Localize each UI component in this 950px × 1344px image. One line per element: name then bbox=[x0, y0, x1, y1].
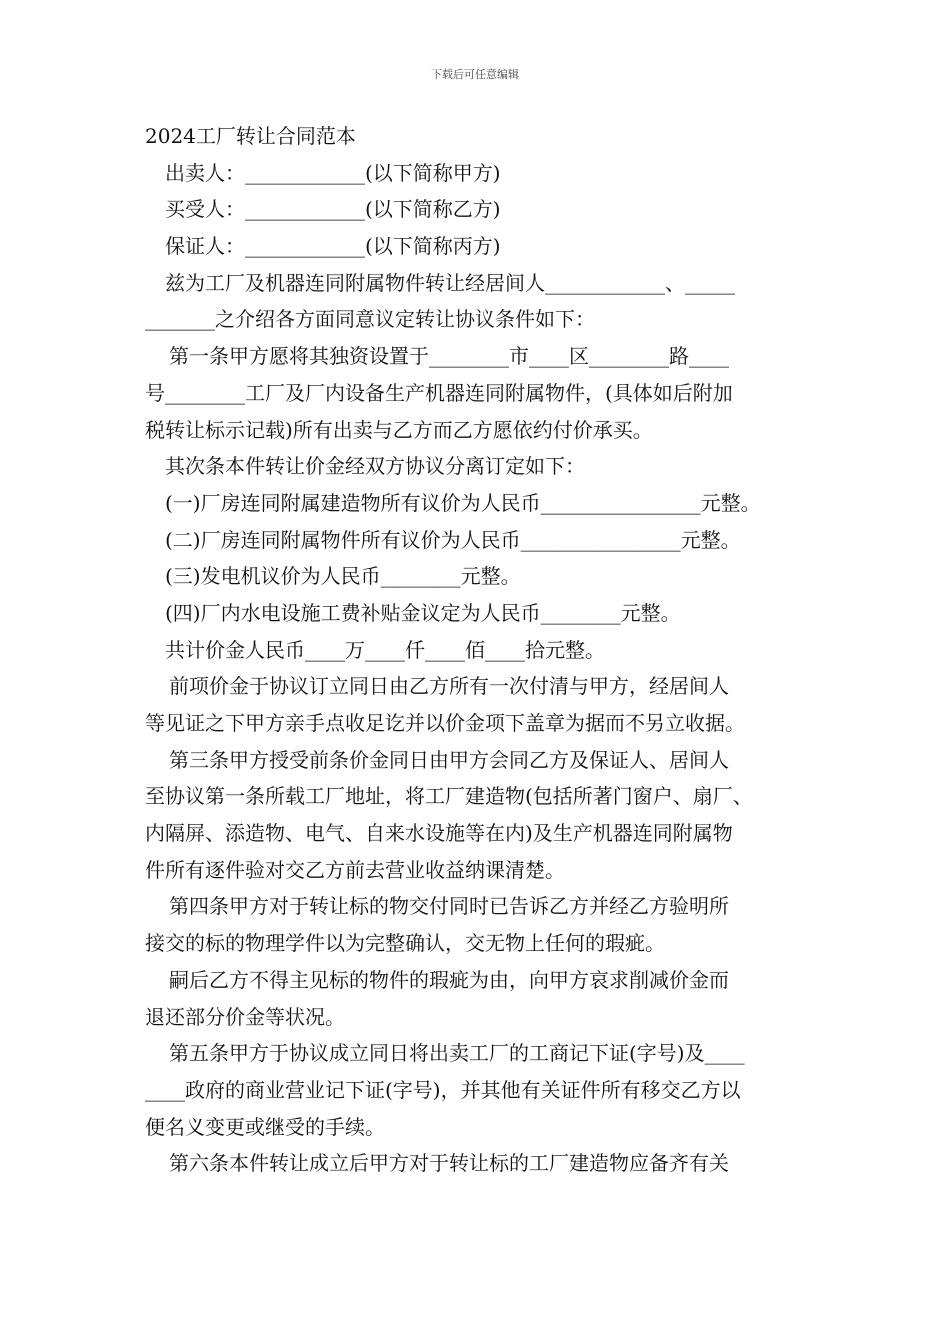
text-line: 第三条甲方授受前条价金同日由甲方会同乙方及保证人、居间人 bbox=[169, 747, 729, 772]
text-line: 退还部分价金等状况。 bbox=[145, 1004, 345, 1029]
page-header: 下载后可任意编辑 bbox=[431, 68, 519, 81]
text-line: (二)厂房连同附属物件所有议价为人民币________________元整。 bbox=[165, 527, 741, 552]
text-line: 等见证之下甲方亲手点收足讫并以价金项下盖章为据而不另立收据。 bbox=[145, 711, 745, 735]
text-line: 第六条本件转让成立后甲方对于转让标的工厂建造物应备齐有关 bbox=[169, 1151, 729, 1176]
text-line: (四)厂内水电设施工费补贴金议定为人民币________元整。 bbox=[165, 600, 681, 625]
text-line: 买受人：____________(以下简称乙方) bbox=[165, 197, 501, 222]
text-line: 兹为工厂及机器连同附属物件转让经居间人____________、_____ bbox=[165, 270, 735, 295]
text-line: 保证人：____________(以下简称丙方) bbox=[165, 234, 501, 259]
text-line: 其次条本件转让价金经双方协议分离订定如下： bbox=[165, 454, 585, 479]
text-line: _______之介绍各方面同意议定转让协议条件如下： bbox=[145, 307, 595, 332]
document-title: 2024工厂转让合同范本 bbox=[145, 124, 356, 148]
text-line: 共计价金人民币____万____仟____佰____拾元整。 bbox=[165, 637, 605, 662]
text-line: 第一条甲方愿将其独资设置于________市____区________路____ bbox=[169, 344, 729, 369]
text-line: 至协议第一条所载工厂地址，将工厂建造物(包括所著门窗户、扇厂、 bbox=[145, 784, 753, 809]
text-line: ____政府的商业营业记下证(字号)，并其他有关证件所有移交乙方以 bbox=[145, 1077, 741, 1102]
text-line: (一)厂房连同附属建造物所有议价为人民币________________元整。 bbox=[165, 490, 761, 515]
text-line: 出卖人：____________(以下简称甲方) bbox=[165, 160, 501, 185]
text-line: 号________工厂及厂内设备生产机器连同附属物件，(具体如后附加 bbox=[145, 380, 733, 405]
text-line: 接交的标的物理学件以为完整确认，交无物上任何的瑕疵。 bbox=[145, 931, 665, 956]
text-line: 第五条甲方于协议成立同日将出卖工厂的工商记下证(字号)及____ bbox=[169, 1041, 745, 1066]
text-line: 便名义变更或继受的手续。 bbox=[145, 1114, 385, 1139]
text-line: 件所有逐件验对交乙方前去营业收益纳课清楚。 bbox=[145, 857, 565, 882]
text-line: 前项价金于协议订立同日由乙方所有一次付清与甲方，经居间人 bbox=[169, 674, 729, 699]
text-line: 税转让标示记载)所有出卖与乙方而乙方愿依约付价承买。 bbox=[145, 417, 653, 442]
text-line: 第四条甲方对于转让标的物交付同时已告诉乙方并经乙方验明所 bbox=[169, 894, 729, 919]
text-line: (三)发电机议价为人民币________元整。 bbox=[165, 564, 521, 589]
text-line: 嗣后乙方不得主见标的物件的瑕疵为由，向甲方哀求削减价金而 bbox=[169, 967, 729, 992]
text-line: 内隔屏、添造物、电气、自来水设施等在内)及生产机器连同附属物 bbox=[145, 821, 733, 846]
document-body bbox=[145, 118, 815, 1182]
